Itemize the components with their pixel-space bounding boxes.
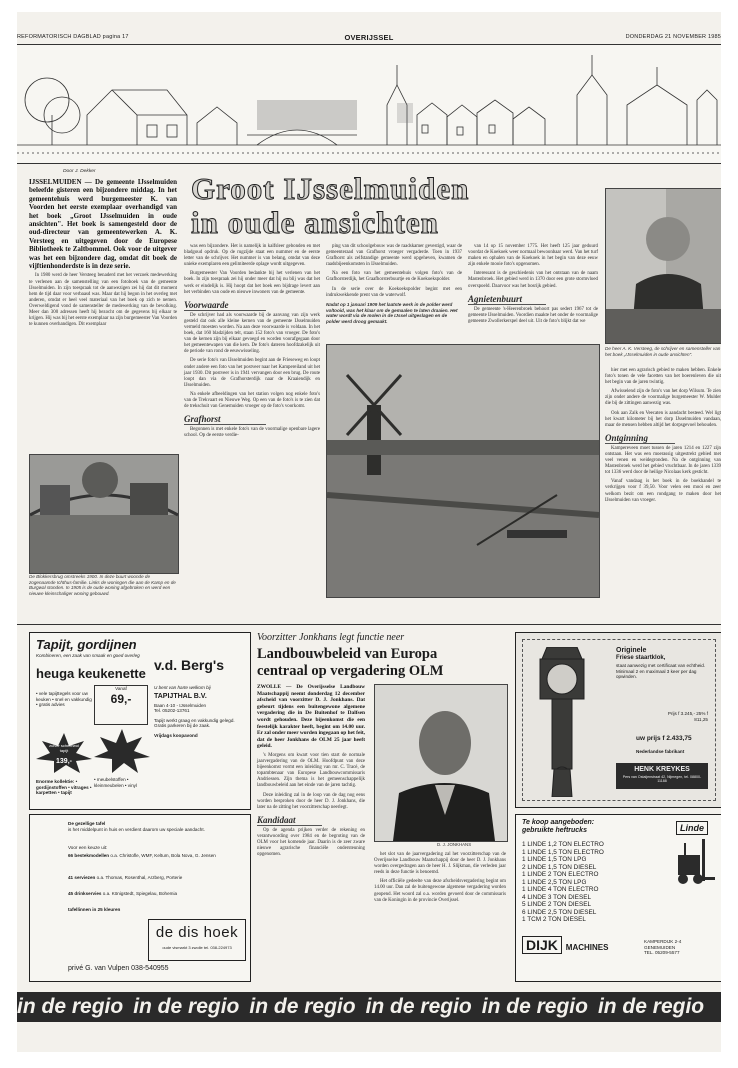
photo-jonkhans-caption: D. J. JONKHANS bbox=[437, 842, 472, 847]
band-text: in de regio bbox=[249, 995, 356, 1018]
ad-heuga bbox=[29, 632, 251, 810]
band-text: in de regio bbox=[17, 995, 124, 1018]
ad-dishoek-item3-bold: 45 drinkservies bbox=[68, 891, 102, 896]
article2-paragraph-5: Het officiële gedeelte van deze afscheidsvergadering begint om 14.00 uur. Dan zal de buitengewone algemene vergadering worden geopend. Het woord zal o.a. worden gevoerd door de commissaris van de Koningin in de provincie Overijssel. bbox=[374, 879, 506, 903]
subhead-agnietenbuurt: Agnietenbuurt bbox=[468, 294, 546, 305]
ad-dishoek-footer: privé G. van Vulpen 038-540955 bbox=[68, 965, 169, 972]
article2-paragraph-3: Op de agenda prijken verder de rekening en verantwoording over 1984 en de begroting van de OLM voor het komende jaar. Daarin is de zeer zware nieuwe agrarische financiële ondersteuning opgenomen. bbox=[257, 827, 365, 858]
ad-berg-name: v.d. Berg's bbox=[154, 657, 224, 673]
ad-clock-price-new bbox=[636, 735, 692, 742]
ad-dijk-item: 1 LINDE 2,5 TON LPG bbox=[522, 878, 587, 886]
ad-clock-title: Originele bbox=[616, 647, 647, 654]
ad-heuga-price-label: Vanaf bbox=[115, 686, 127, 691]
article-lead: IJSSELMUIDEN — De gemeente IJsselmuiden beleefde gisteren een bijzondere middag. In het gemeentehuis werd burgemeester K. van Voorden het eerste exemplaar overhandigd van het boek „Groot IJsselmuiden in oude ansichten". Het boek is samengesteld door de oud-directeur van gemeentewerken A. K. Versteeg en uitgegeven door de Europese Bibliotheek te Zaltbommel. Ook voor de uitgever was het een bijzondere dag, omdat dit boek de vijftienhonderdste is in deze serie. bbox=[29, 178, 177, 271]
ad-dijk-item: 4 LINDE 3 TON DIESEL bbox=[522, 893, 592, 901]
ad-dijk-item: 2 LINDE 1,5 TON DIESEL bbox=[522, 863, 597, 871]
ad-berg-extra: Tapijt werkt graag en vakkundig gelegd. Gratis parkeren bij de zaak. bbox=[154, 717, 235, 729]
ad-heuga-sub: Kombineren, een zaak van smaak en goed overleg bbox=[36, 653, 140, 658]
ad-heuga-star-2 bbox=[94, 729, 150, 773]
ad-dijk-item: 1 LINDE 2 TON ELECTRO bbox=[522, 871, 599, 878]
article2-lead: ZWOLLE — De Overijsselse Landbouw Maatschappij neemt donderdag 12 december afscheid van voorzitter D. J. Jonkhans. Dat gebeurt tijdens een buitengewone algemene vergadering die in De Buitenhof te Dalfsen wordt gehouden. Deze bijeenkomst die een feestelijk karakter heeft, begint om 14.00 uur. Er zal onder meer worden ingegaan op het feit, dat de heer Jonkhans de OLM 25 jaar heeft geleid. bbox=[257, 684, 365, 750]
photo-polder-caption: Nadat op 1 januari 1909 het laatste werk in de polder werd voltooid, was het klaar om de gemaalen te laten draaien. Het water wordt via de molen in de IJssel uitgeslagen en de polder werd droog gemaakt. bbox=[326, 302, 458, 324]
ad-dijk-item: 1 LINDE 1,5 TON LPG bbox=[522, 856, 587, 863]
article-col2-paragraph-4: De serie foto's van IJsselmuiden begint aan de Frieseweg en loopt onder andere een foto van het postveer naar het Kampereiland uit het jaar 1930. Dit postveer is in 1941 vervangen door een brug. De route loopt dan via de Grafhorsterdijk naar de Kraaiendijk en IJsselmuiden. bbox=[184, 358, 320, 388]
ad-clock-subtitle: Friese staartklok, bbox=[616, 655, 666, 661]
article-col2-paragraph-1: was een bijzondere. Het is namelijk in kalfsleer gebonden en met bladgoud opdruk. Op de rugzijde staat een nummer en de eerste letter van de schrijver. Het nummer is van belang, omdat van deze unieke exemplaren een gelimiteerde oplage wordt uitgegeven. bbox=[184, 244, 320, 268]
ad-dishoek-logo-address: oude vismarkt 3 zwolle tel. 038-224973 bbox=[162, 945, 232, 950]
ad-dijk-address-2: GENEMUIDEN bbox=[644, 944, 676, 950]
ad-heuga-brand-name: heuga bbox=[36, 666, 75, 681]
section-rule bbox=[17, 624, 721, 625]
article-title-line1: Groot IJsselmuiden bbox=[191, 171, 470, 206]
band-text: in de regio bbox=[365, 995, 472, 1018]
ad-clock-shop-box bbox=[616, 763, 708, 789]
article2-paragraph-1: 's Morgens om kwart voor tien start de normale jaarvergadering van de OLM. Hoofdpunt van deze bijeenkomst vormt een inleiding van mr. C. Tracé, de topambtenaar van Europese Landbouwcommissaris Andriessen. Zijn thema is het gemeenschappelijk landbouwbeleid aan het einde van de jaren tachtig. bbox=[257, 752, 365, 789]
article2-title bbox=[257, 646, 507, 680]
article-col5-paragraph-1: hier met een agrarisch gebied te maken hebben. Enkele foto's tonen de vele facetten van het boerenleven die uit het begin van de jaren twintig. bbox=[605, 368, 721, 386]
ad-clock-maker: Nederlandse fabrikant bbox=[636, 749, 685, 754]
ad-dishoek-item1 bbox=[68, 853, 238, 859]
ad-clock-desc: staat aanwezig met certificaat van echtheid. Minimaal 2 en maximaal 3 keer per dag opwinden. bbox=[616, 663, 706, 680]
ad-dishoek-text1: is het middelpunt in huis en verdient daarom uw speciale aandacht. bbox=[68, 827, 205, 832]
ad-dijk-brand: Linde bbox=[676, 821, 708, 835]
in-de-regio-band bbox=[17, 992, 721, 1022]
article-col2-paragraph-3: De schrijver had als voorwaarde bij de aanvang van zijn werk gesteld dat ook alle kleine kernen van de gemeente IJsselmuiden vermeld moesten worden. Na aan deze voorwaarde is voldaan. In het boek, dat 160 bladzijden telt, staan 152 foto's van vroeger. De foto's van de kernen zijn bij elkaar gevoegd en worden voorafgegaan door het gemeentewapen van die kern. De foto's dateren hoofdzakelijk uit de periode van rond de eeuwwisseling. bbox=[184, 312, 320, 355]
article-column-4 bbox=[468, 244, 598, 328]
ad-dijk-phone: TEL. 05209-5577 bbox=[644, 950, 680, 956]
article-col5-paragraph-4: Kampereveen moet tussen de jaren 1214 en 1227 zijn ontstaan. Het was een moerassig uitgestrekt gebied met veel venen en weidegronden. Na de ontginning van Mastenbroek werd het gebied vruchtbaar. In de jaren 1339 tot 1336 werd door de heilige Nicolaas kerk gesticht. bbox=[605, 445, 721, 476]
band-text: in de regio bbox=[481, 995, 588, 1018]
ad-dijk bbox=[515, 814, 721, 982]
ad-dijk-list bbox=[522, 841, 672, 924]
ad-dishoek-item3-rest: o.a. Königstedt, Spiegelau, Bohemia bbox=[102, 891, 178, 896]
article-col1-paragraph: In 1980 werd de heer Versteeg benaderd met het verzoek medewerking te verlenen aan de samenstelling van een fotoboek van de gemeente IJsselmuiden. In zijn toespraak tot de aanwezigen zei hij dat dit moment hem de tijd daar voor verbaasd was. Maar dat hij begon in het overleg met anderen, omdat er heel veel materiaal van het boek op zich te nemen. Overweldigend vond de samensteller de medewerking van de bevolking. Meer dan 300 adressen heeft hij bezocht om de gegevens bij elkaar te krijgen. Hij was bij het eerste exemplaar na zijn burgemeester Van Voorden te kunnen overhandigen. Dit exemplaar bbox=[29, 273, 177, 328]
article-col4-paragraph-1: van 14 op 15 november 1775. Het heeft 125 jaar geduurd voordat de Koekoek weer normaal bewoonbaar werd. Van het turf maken en ophalen van de Koekoek in het begin van deze eeuw zijn enkele mooie foto's opgenomen. bbox=[468, 244, 598, 268]
photo-jonkhans-image bbox=[375, 685, 507, 841]
ad-heuga-star bbox=[36, 733, 92, 773]
header-center: OVERIJSSEL bbox=[344, 33, 394, 42]
photo-blokkersbrug-image bbox=[30, 455, 178, 573]
ad-dijk-item: 1 LINDE 1,2 TON ELECTRO bbox=[522, 841, 604, 848]
ad-clock-price-new-value: f 2.433,75 bbox=[662, 735, 692, 742]
article-col2-paragraph-2: Burgemeester Van Voorden bedankte bij het verlenen van het boek. In zijn toespraak zei hij onder meer dat hij nu blij was dat het werk er eindelijk is. Hij hoopt dat het boek een bijdrage levert aan het verbinden van oude en nieuwe inwoners van de gemeente. bbox=[184, 271, 320, 295]
photo-polder-windmill-image bbox=[327, 345, 599, 597]
article2-title-line1: Landbouwbeleid van Europa bbox=[257, 646, 438, 662]
header-left: REFORMATORISCH DAGBLAD pagina 17 bbox=[17, 34, 129, 40]
ad-berg bbox=[154, 657, 246, 805]
article-col3-paragraph-3: In de serie over de Koekoekspolder begint met een indrukwekkende prent van de waterwolf. bbox=[326, 286, 462, 298]
ad-dishoek-title: De gezellige tafel bbox=[68, 821, 106, 826]
ad-heuga-brand bbox=[36, 666, 146, 681]
article2-column-2 bbox=[374, 852, 506, 907]
article-col5-paragraph-5: Vanaf vandaag is het boek in de boekhandel te verkrijgen voor f 39,50. Voor velen een mooi en zeer welkom bezit om een rondgang te maken door het IJsselmuiden van vroeger. bbox=[605, 479, 721, 503]
article-col3-paragraph-2: Na een foto van het gemeentehuis volgen foto's van de Grafhorsterdijk, het Graafhorsterbuurtje en de Koekoekspolder. bbox=[326, 271, 462, 283]
ad-clock-price-new-label: uw prijs bbox=[636, 735, 661, 742]
skyline-drawing bbox=[17, 45, 721, 163]
ad-dishoek-text2: Voor een keuze uit: bbox=[68, 845, 108, 850]
ad-dijk-logo-suffix: MACHINES bbox=[565, 943, 609, 952]
ad-dijk-logo-name: DIJK bbox=[522, 936, 562, 954]
article2-column-1 bbox=[257, 684, 365, 861]
article-col2-paragraph-5: Na enkele afbeeldingen van het station volgen nog enkele foto's van de Trekvaart en Nieuwe Weg. Op een van de foto's is te zien dat de trekschuit van Genemuiden vroeger op de foto's voorkomt. bbox=[184, 391, 320, 410]
forklift-icon bbox=[672, 839, 716, 889]
ad-dijk-item: 6 LINDE 2,5 TON DIESEL bbox=[522, 908, 597, 916]
ad-dijk-item: 1 LINDE 1,5 TON ELECTRO bbox=[522, 848, 604, 856]
ad-dijk-title: Te koop aangeboden: bbox=[522, 819, 595, 826]
article-title bbox=[191, 172, 591, 240]
article2-paragraph-4: het slot van de jaarvergadering zal het voorzitterschap van de Overijsselse Landbouw Maatschappij door de heer D. J. Jonkhans worden overgedragen aan de heer H. J. Slijkman, die verleden jaar reeds in deze functie is benoemd. bbox=[374, 852, 506, 876]
ad-dishoek-item2-rest: o.a. Thomas, Rosenthal, Arzberg, Porterie bbox=[96, 875, 183, 880]
ad-dishoek-item1-rest: o.a. Christofle, WMF, Keltum, Bola Nova, G. Jensen bbox=[110, 853, 216, 858]
article-byline: Door J. Dekker bbox=[63, 169, 96, 174]
ad-clock-shop-name: HENK KREYKES bbox=[634, 766, 690, 773]
article-col4-paragraph-3: De gemeente 's-Heerenbroek behoort pas sedert 1967 tot de gemeente IJsselmuiden. Voordien maakte het onder de voormalige gemeente Zwollerkerspel deel uit. Uit de foto's blijkt dat we bbox=[468, 306, 598, 324]
ad-berg-address: Baan 4-10 - IJsselmuiden bbox=[154, 702, 207, 708]
article-title-line2: in oude ansichten bbox=[191, 205, 439, 240]
ad-berg-tagline: U bent van harte welkom bij bbox=[154, 685, 211, 690]
article2-title-line2: centraal op vergadering OLM bbox=[257, 663, 444, 679]
ad-clock-shop-address: Pers van Ostaijenstraat 42, Nijmegen, tel. 08800-11188 bbox=[622, 775, 702, 784]
photo-versteeg-caption: De heer A. K. Versteeg, de schrijver en samensteller van het boek „IJsselmuiden in oude ansichten". bbox=[605, 346, 721, 357]
ad-berg-company: TAPIJTHAL B.V. bbox=[154, 692, 207, 700]
photo-jonkhans bbox=[374, 684, 508, 842]
photo-blokkersbrug-caption: De Blokkersbrug omstreeks 1900. In deze buurt woonde de zogenaamde Ichthus-familie. Links de woningen die aan de Kamp en de Burgwal stonden. In 1905 is de oude woning afgebroken en werd een nieuwe kleinschaliger woning gebouwd. bbox=[29, 574, 176, 596]
article2-kicker: Voorzitter Jonkhans legt functie neer bbox=[257, 632, 405, 643]
ad-heuga-headline: Tapijt, gordijnen bbox=[36, 637, 137, 652]
article2-paragraph-2: Deze inleiding zal in de loop van de dag nog eens worden besproken door de heer D. J. Jonkhans, die later na de zitting het voorzitterschap neerlegt. bbox=[257, 792, 365, 810]
subhead-kandidaat: Kandidaat bbox=[257, 815, 322, 826]
article-col3-paragraph-1: ping van dit schoolgebouw was de raadskamer gevestigd, waar de gemeenteraad van Grafhorst vroeger vergaderde. Toen in 1937 Grafhorst als zelfstandige gemeente werd opgeheven, kwamen de raadsbijeenkomsten in IJsselmuiden. bbox=[326, 244, 462, 268]
photo-polder-windmill bbox=[326, 344, 600, 598]
ad-dishoek-extra: tafellinnen in 25 kleuren bbox=[68, 907, 121, 912]
band-text: in de regio bbox=[597, 995, 705, 1018]
ad-heuga-right-list: • meubelstoffen • kleinmeubelen • vinyl bbox=[94, 777, 137, 788]
photo-versteeg-image bbox=[606, 189, 721, 343]
ad-clock bbox=[515, 632, 721, 808]
ad-dijk-logo bbox=[522, 937, 608, 953]
ad-dijk-item: 1 LINDE 4 TON ELECTRO bbox=[522, 886, 599, 893]
article-col5-paragraph-2: Afwisselend zijn de foto's van het dorp Wilsum. Te zien zijn onder andere de voormalige burgemeester W. Mulder die bij de zittingen aanwezig was. bbox=[605, 389, 721, 407]
newspaper-page bbox=[17, 12, 721, 1052]
ad-dishoek-item3 bbox=[68, 891, 238, 897]
subhead-grafhorst: Grafhorst bbox=[184, 414, 266, 425]
star-burst-icon bbox=[94, 729, 150, 773]
photo-versteeg bbox=[605, 188, 721, 344]
ad-dijk-address-1: KAMPERDIJK 2-4 bbox=[644, 939, 682, 944]
ad-dishoek-item2-bold: 41 serviezen bbox=[68, 875, 96, 880]
ad-dijk-item: 5 LINDE 2 TON DIESEL bbox=[522, 901, 592, 908]
subhead-voorwaarde: Voorwaarde bbox=[184, 300, 266, 311]
article-column-5 bbox=[605, 368, 721, 507]
ad-clock-price-old: Prijs f 3.245,- 25% f 811,25 bbox=[667, 711, 708, 722]
subhead-ontginning: Ontginning bbox=[605, 433, 675, 444]
ad-dishoek-logo-box bbox=[148, 919, 246, 961]
article-column-3 bbox=[326, 244, 462, 302]
ad-dishoek-logo: de dis hoek bbox=[155, 924, 239, 941]
ad-heuga-brand-suffix: keukenette bbox=[77, 666, 146, 681]
ad-heuga-star-price: 139,- bbox=[56, 758, 72, 765]
ad-heuga-price: 69,- bbox=[110, 691, 132, 706]
band-text: in de regio bbox=[133, 995, 240, 1018]
clock-icon bbox=[532, 647, 592, 797]
ad-dijk-item: 1 TCM 2 TON DIESEL bbox=[522, 916, 586, 923]
article-column-2 bbox=[184, 244, 320, 442]
article-col4-paragraph-2: Interessant is de geschiedenis van het ontstaan van de naam Mastenbroek. Het gebied werd in 1370 door een grote stormvloed overspoeld. Daarvoor was het bosrijk gebied. bbox=[468, 271, 598, 289]
ad-dijk-address bbox=[644, 939, 718, 956]
star-burst-icon bbox=[36, 733, 92, 773]
village-skyline-illustration bbox=[17, 45, 721, 163]
ad-heuga-star-text: zuiver scheerwol tapijt bbox=[49, 743, 79, 753]
ad-dishoek bbox=[29, 814, 251, 982]
ad-heuga-bottom-note: Enorme kollektie: • gordijnstoffen • vitrages • karpetten • tapijt bbox=[36, 779, 92, 796]
ad-heuga-left-list: • vele tapijttegels voor uw keuken • snel en vakkundig • gratis advies bbox=[36, 691, 92, 708]
ad-dishoek-item1-bold: 66 bestekmodellen bbox=[68, 853, 110, 858]
header-right: DONDERDAG 21 NOVEMBER 1985 bbox=[625, 34, 721, 40]
photo-blokkersbrug bbox=[29, 454, 179, 574]
ad-dijk-subtitle: gebruikte heftrucks bbox=[522, 827, 587, 834]
article-col5-paragraph-3: Ook aan Zalk en Veecaten is aandacht besteed. Wel ligt het kwart kilometer bij het dorp IJsselmuiden vandaan, maar de mensen hebben altijd het dorpsgevoel behouden. bbox=[605, 410, 721, 428]
ad-berg-phone: Tel. 05202-13761 bbox=[154, 708, 190, 714]
ad-heuga-price-box bbox=[94, 685, 148, 725]
article-col2-paragraph-6: Begonnen is met enkele foto's van de voormalige openbare lagere school. Op de eerste verdie- bbox=[184, 427, 320, 439]
article-column-1 bbox=[29, 178, 177, 331]
banner-rule bbox=[17, 163, 721, 164]
ad-dishoek-item2 bbox=[68, 875, 238, 881]
ad-berg-footer: Vrijdags koopavond bbox=[154, 732, 198, 738]
